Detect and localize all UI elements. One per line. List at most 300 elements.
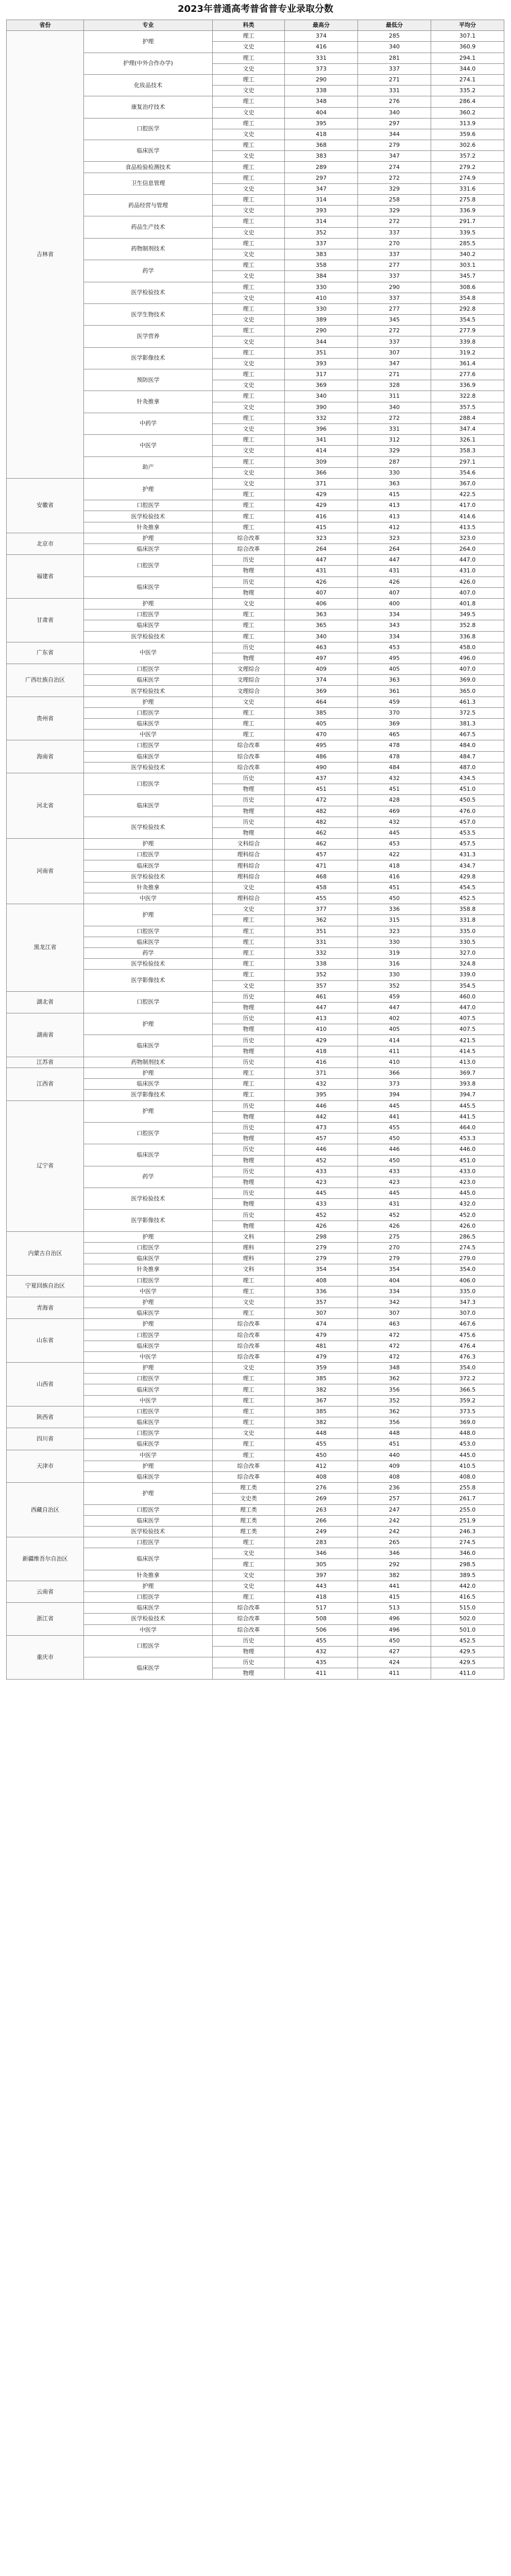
major-cell: 康复治疗技术 xyxy=(84,96,213,118)
subject-cell: 综合改革 xyxy=(213,1614,285,1624)
major-cell: 护理 xyxy=(84,1013,213,1035)
major-cell: 护理 xyxy=(84,1483,213,1504)
min-score-cell: 277 xyxy=(358,260,431,271)
max-score-cell: 452 xyxy=(285,1210,358,1221)
min-score-cell: 405 xyxy=(358,1024,431,1035)
avg-score-cell: 410.5 xyxy=(431,1461,504,1471)
max-score-cell: 435 xyxy=(285,1657,358,1668)
max-score-cell: 309 xyxy=(285,456,358,467)
max-score-cell: 332 xyxy=(285,413,358,423)
min-score-cell: 472 xyxy=(358,1330,431,1341)
min-score-cell: 281 xyxy=(358,53,431,63)
max-score-cell: 445 xyxy=(285,1188,358,1199)
major-cell: 针灸推拿 xyxy=(84,391,213,413)
major-cell: 中医学 xyxy=(84,1450,213,1461)
min-score-cell: 448 xyxy=(358,1428,431,1439)
avg-score-cell: 292.8 xyxy=(431,303,504,314)
min-score-cell: 334 xyxy=(358,631,431,642)
avg-score-cell: 369.0 xyxy=(431,675,504,686)
subject-cell: 物理 xyxy=(213,1221,285,1231)
major-cell: 口腔医学 xyxy=(84,555,213,577)
province-cell: 甘肃省 xyxy=(7,598,84,642)
max-score-cell: 410 xyxy=(285,1024,358,1035)
max-score-cell: 416 xyxy=(285,511,358,522)
subject-cell: 物理 xyxy=(213,1046,285,1057)
min-score-cell: 407 xyxy=(358,587,431,598)
table-row xyxy=(7,1483,504,1494)
table-row xyxy=(7,1406,504,1417)
min-score-cell: 447 xyxy=(358,1002,431,1013)
table-row xyxy=(7,1428,504,1439)
avg-score-cell: 307.1 xyxy=(431,31,504,42)
max-score-cell: 442 xyxy=(285,1111,358,1122)
major-cell: 临床医学 xyxy=(84,1079,213,1090)
subject-cell: 文理综合 xyxy=(213,664,285,675)
major-cell: 预防医学 xyxy=(84,369,213,391)
major-cell: 针灸推拿 xyxy=(84,522,213,533)
subject-cell: 历史 xyxy=(213,1657,285,1668)
avg-score-cell: 460.0 xyxy=(431,991,504,1002)
major-cell: 护理 xyxy=(84,1581,213,1591)
max-score-cell: 481 xyxy=(285,1341,358,1351)
avg-score-cell: 373.5 xyxy=(431,1406,504,1417)
avg-score-cell: 339.8 xyxy=(431,336,504,347)
avg-score-cell: 285.5 xyxy=(431,238,504,249)
max-score-cell: 455 xyxy=(285,1635,358,1646)
major-cell: 药物制剂技术 xyxy=(84,1057,213,1067)
avg-score-cell: 476.0 xyxy=(431,806,504,817)
min-score-cell: 352 xyxy=(358,1395,431,1406)
subject-cell: 历史 xyxy=(213,773,285,784)
max-score-cell: 289 xyxy=(285,162,358,173)
header-max-score: 最高分 xyxy=(285,20,358,31)
major-cell: 中医学 xyxy=(84,1286,213,1297)
avg-score-cell: 476.4 xyxy=(431,1341,504,1351)
subject-cell: 理工 xyxy=(213,173,285,183)
subject-cell: 理工 xyxy=(213,1308,285,1319)
subject-cell: 理工 xyxy=(213,238,285,249)
max-score-cell: 464 xyxy=(285,697,358,707)
subject-cell: 历史 xyxy=(213,1035,285,1046)
max-score-cell: 341 xyxy=(285,435,358,446)
avg-score-cell: 274.1 xyxy=(431,74,504,85)
avg-score-cell: 330.5 xyxy=(431,937,504,947)
major-cell: 临床医学 xyxy=(84,1439,213,1450)
min-score-cell: 453 xyxy=(358,839,431,850)
subject-cell: 理工 xyxy=(213,1406,285,1417)
min-score-cell: 265 xyxy=(358,1537,431,1548)
min-score-cell: 337 xyxy=(358,293,431,303)
subject-cell: 历史 xyxy=(213,1188,285,1199)
avg-score-cell: 349.5 xyxy=(431,609,504,620)
subject-cell: 物理 xyxy=(213,1646,285,1657)
max-score-cell: 474 xyxy=(285,1319,358,1330)
table-row xyxy=(7,664,504,675)
major-cell: 医学检验技术 xyxy=(84,1526,213,1537)
major-cell: 临床医学 xyxy=(84,1417,213,1428)
subject-cell: 理工 xyxy=(213,260,285,271)
max-score-cell: 390 xyxy=(285,402,358,413)
avg-score-cell: 432.0 xyxy=(431,1199,504,1210)
min-score-cell: 447 xyxy=(358,555,431,566)
avg-score-cell: 361.4 xyxy=(431,358,504,369)
major-cell: 口腔医学 xyxy=(84,118,213,140)
table-row xyxy=(7,740,504,751)
avg-score-cell: 357.2 xyxy=(431,151,504,162)
min-score-cell: 409 xyxy=(358,1461,431,1471)
avg-score-cell: 441.5 xyxy=(431,1111,504,1122)
subject-cell: 文史 xyxy=(213,271,285,282)
table-row xyxy=(7,1057,504,1067)
subject-cell: 理工 xyxy=(213,369,285,380)
subject-cell: 理工 xyxy=(213,195,285,206)
max-score-cell: 249 xyxy=(285,1526,358,1537)
min-score-cell: 459 xyxy=(358,991,431,1002)
avg-score-cell: 452.5 xyxy=(431,1635,504,1646)
subject-cell: 综合改革 xyxy=(213,533,285,544)
subject-cell: 理工 xyxy=(213,730,285,740)
avg-score-cell: 457.5 xyxy=(431,839,504,850)
province-cell: 宁夏回族自治区 xyxy=(7,1275,84,1297)
subject-cell: 理工类 xyxy=(213,1515,285,1526)
major-cell: 医学检验技术 xyxy=(84,686,213,697)
min-score-cell: 465 xyxy=(358,730,431,740)
subject-cell: 理工 xyxy=(213,915,285,926)
subject-cell: 综合改革 xyxy=(213,1624,285,1635)
table-row xyxy=(7,1275,504,1286)
subject-cell: 理工 xyxy=(213,1275,285,1286)
subject-cell: 文史 xyxy=(213,1428,285,1439)
major-cell: 临床医学 xyxy=(84,620,213,631)
table-row xyxy=(7,697,504,707)
avg-score-cell: 264.0 xyxy=(431,544,504,555)
subject-cell: 综合改革 xyxy=(213,1351,285,1362)
min-score-cell: 366 xyxy=(358,1068,431,1079)
max-score-cell: 470 xyxy=(285,730,358,740)
major-cell: 临床医学 xyxy=(84,1308,213,1319)
max-score-cell: 297 xyxy=(285,173,358,183)
max-score-cell: 490 xyxy=(285,762,358,773)
subject-cell: 物理 xyxy=(213,587,285,598)
min-score-cell: 316 xyxy=(358,959,431,970)
avg-score-cell: 327.0 xyxy=(431,947,504,958)
major-cell: 药学 xyxy=(84,260,213,282)
avg-score-cell: 442.0 xyxy=(431,1581,504,1591)
min-score-cell: 363 xyxy=(358,478,431,489)
major-cell: 临床医学 xyxy=(84,1035,213,1057)
max-score-cell: 450 xyxy=(285,1450,358,1461)
subject-cell: 物理 xyxy=(213,784,285,795)
min-score-cell: 340 xyxy=(358,402,431,413)
major-cell: 临床医学 xyxy=(84,1384,213,1395)
province-cell: 山西省 xyxy=(7,1363,84,1406)
subject-cell: 理科 xyxy=(213,1243,285,1253)
avg-score-cell: 487.0 xyxy=(431,762,504,773)
min-score-cell: 272 xyxy=(358,216,431,227)
avg-score-cell: 275.8 xyxy=(431,195,504,206)
subject-cell: 历史 xyxy=(213,817,285,827)
subject-cell: 物理 xyxy=(213,1668,285,1679)
max-score-cell: 317 xyxy=(285,369,358,380)
avg-score-cell: 336.9 xyxy=(431,206,504,216)
min-score-cell: 431 xyxy=(358,566,431,577)
subject-cell: 文史类 xyxy=(213,1494,285,1504)
max-score-cell: 429 xyxy=(285,500,358,511)
avg-score-cell: 322.8 xyxy=(431,391,504,402)
max-score-cell: 307 xyxy=(285,1308,358,1319)
subject-cell: 文史 xyxy=(213,293,285,303)
major-cell: 医学影像技术 xyxy=(84,1090,213,1100)
min-score-cell: 405 xyxy=(358,664,431,675)
min-score-cell: 337 xyxy=(358,63,431,74)
min-score-cell: 347 xyxy=(358,358,431,369)
major-cell: 口腔医学 xyxy=(84,1122,213,1144)
subject-cell: 物理 xyxy=(213,827,285,838)
avg-score-cell: 345.7 xyxy=(431,271,504,282)
min-score-cell: 279 xyxy=(358,140,431,151)
avg-score-cell: 339.5 xyxy=(431,227,504,238)
max-score-cell: 471 xyxy=(285,860,358,871)
subject-cell: 文科 xyxy=(213,1264,285,1275)
major-cell: 临床医学 xyxy=(84,675,213,686)
province-cell: 新疆维吾尔自治区 xyxy=(7,1537,84,1581)
major-cell: 临床医学 xyxy=(84,1548,213,1570)
min-score-cell: 328 xyxy=(358,380,431,391)
avg-score-cell: 246.3 xyxy=(431,1526,504,1537)
major-cell: 中医学 xyxy=(84,1624,213,1635)
max-score-cell: 416 xyxy=(285,1057,358,1067)
avg-score-cell: 414.5 xyxy=(431,1046,504,1057)
avg-score-cell: 422.5 xyxy=(431,489,504,500)
min-score-cell: 427 xyxy=(358,1646,431,1657)
subject-cell: 理工 xyxy=(213,74,285,85)
subject-cell: 历史 xyxy=(213,795,285,806)
avg-score-cell: 354.8 xyxy=(431,293,504,303)
max-score-cell: 338 xyxy=(285,86,358,96)
major-cell: 针灸推拿 xyxy=(84,882,213,893)
max-score-cell: 366 xyxy=(285,467,358,478)
subject-cell: 物理 xyxy=(213,1199,285,1210)
major-cell: 医学生物技术 xyxy=(84,303,213,325)
subject-cell: 综合改革 xyxy=(213,544,285,555)
major-cell: 药品经营与管理 xyxy=(84,195,213,216)
major-cell: 医学检验技术 xyxy=(84,959,213,970)
major-cell: 医学检验技术 xyxy=(84,1614,213,1624)
subject-cell: 文史 xyxy=(213,380,285,391)
subject-cell: 物理 xyxy=(213,1024,285,1035)
avg-score-cell: 464.0 xyxy=(431,1122,504,1133)
avg-score-cell: 394.7 xyxy=(431,1090,504,1100)
major-cell: 医学影像技术 xyxy=(84,1210,213,1231)
subject-cell: 理工 xyxy=(213,435,285,446)
subject-cell: 理工 xyxy=(213,53,285,63)
province-cell: 天津市 xyxy=(7,1450,84,1483)
province-cell: 河南省 xyxy=(7,839,84,904)
min-score-cell: 450 xyxy=(358,893,431,904)
major-cell: 临床医学 xyxy=(84,1253,213,1264)
province-cell: 云南省 xyxy=(7,1581,84,1602)
min-score-cell: 404 xyxy=(358,1275,431,1286)
subject-cell: 综合改革 xyxy=(213,1319,285,1330)
min-score-cell: 445 xyxy=(358,1188,431,1199)
avg-score-cell: 359.2 xyxy=(431,1395,504,1406)
avg-score-cell: 433.0 xyxy=(431,1166,504,1177)
max-score-cell: 340 xyxy=(285,391,358,402)
max-score-cell: 352 xyxy=(285,227,358,238)
max-score-cell: 385 xyxy=(285,707,358,718)
avg-score-cell: 458.0 xyxy=(431,642,504,653)
min-score-cell: 422 xyxy=(358,850,431,860)
avg-score-cell: 431.3 xyxy=(431,850,504,860)
subject-cell: 理工类 xyxy=(213,1483,285,1494)
max-score-cell: 479 xyxy=(285,1351,358,1362)
min-score-cell: 361 xyxy=(358,686,431,697)
min-score-cell: 236 xyxy=(358,1483,431,1494)
subject-cell: 历史 xyxy=(213,555,285,566)
min-score-cell: 242 xyxy=(358,1526,431,1537)
min-score-cell: 334 xyxy=(358,609,431,620)
avg-score-cell: 407.5 xyxy=(431,1024,504,1035)
max-score-cell: 263 xyxy=(285,1504,358,1515)
max-score-cell: 462 xyxy=(285,827,358,838)
admission-scores-table xyxy=(6,20,504,1680)
subject-cell: 理工 xyxy=(213,303,285,314)
min-score-cell: 402 xyxy=(358,1013,431,1024)
avg-score-cell: 447.0 xyxy=(431,555,504,566)
avg-score-cell: 367.0 xyxy=(431,478,504,489)
subject-cell: 历史 xyxy=(213,1057,285,1067)
min-score-cell: 329 xyxy=(358,183,431,194)
min-score-cell: 343 xyxy=(358,620,431,631)
subject-cell: 物理 xyxy=(213,653,285,664)
major-cell: 医学检验技术 xyxy=(84,762,213,773)
max-score-cell: 508 xyxy=(285,1614,358,1624)
avg-score-cell: 484.0 xyxy=(431,740,504,751)
min-score-cell: 356 xyxy=(358,1384,431,1395)
subject-cell: 综合改革 xyxy=(213,762,285,773)
max-score-cell: 382 xyxy=(285,1384,358,1395)
min-score-cell: 337 xyxy=(358,336,431,347)
min-score-cell: 336 xyxy=(358,904,431,915)
avg-score-cell: 429.5 xyxy=(431,1657,504,1668)
major-cell: 口腔医学 xyxy=(84,773,213,794)
province-cell: 浙江省 xyxy=(7,1603,84,1636)
major-cell: 护理 xyxy=(84,598,213,609)
table-row xyxy=(7,533,504,544)
avg-score-cell: 434.7 xyxy=(431,860,504,871)
province-cell: 吉林省 xyxy=(7,31,84,479)
major-cell: 医学检验技术 xyxy=(84,511,213,522)
min-score-cell: 495 xyxy=(358,653,431,664)
max-score-cell: 414 xyxy=(285,446,358,456)
subject-cell: 文史 xyxy=(213,227,285,238)
min-score-cell: 330 xyxy=(358,970,431,980)
subject-cell: 理工 xyxy=(213,522,285,533)
subject-cell: 理工 xyxy=(213,1079,285,1090)
major-cell: 中医学 xyxy=(84,730,213,740)
avg-score-cell: 307.0 xyxy=(431,1308,504,1319)
min-score-cell: 315 xyxy=(358,915,431,926)
province-cell: 江西省 xyxy=(7,1068,84,1101)
max-score-cell: 340 xyxy=(285,631,358,642)
min-score-cell: 323 xyxy=(358,926,431,937)
min-score-cell: 472 xyxy=(358,1351,431,1362)
subject-cell: 理科综合 xyxy=(213,871,285,882)
max-score-cell: 457 xyxy=(285,850,358,860)
subject-cell: 理工 xyxy=(213,937,285,947)
avg-score-cell: 286.4 xyxy=(431,96,504,107)
min-score-cell: 472 xyxy=(358,1341,431,1351)
province-cell: 重庆市 xyxy=(7,1635,84,1679)
subject-cell: 理工 xyxy=(213,1592,285,1603)
major-cell: 护理 xyxy=(84,1231,213,1242)
major-cell: 口腔医学 xyxy=(84,926,213,937)
major-cell: 临床医学 xyxy=(84,937,213,947)
subject-cell: 理工 xyxy=(213,140,285,151)
major-cell: 口腔医学 xyxy=(84,1537,213,1548)
min-score-cell: 272 xyxy=(358,413,431,423)
major-cell: 口腔医学 xyxy=(84,1592,213,1603)
avg-score-cell: 354.5 xyxy=(431,980,504,991)
avg-score-cell: 277.9 xyxy=(431,326,504,336)
min-score-cell: 319 xyxy=(358,947,431,958)
max-score-cell: 447 xyxy=(285,1002,358,1013)
max-score-cell: 352 xyxy=(285,970,358,980)
subject-cell: 文史 xyxy=(213,1581,285,1591)
min-score-cell: 287 xyxy=(358,456,431,467)
subject-cell: 文史 xyxy=(213,697,285,707)
min-score-cell: 478 xyxy=(358,751,431,762)
header-major: 专业 xyxy=(84,20,213,31)
max-score-cell: 395 xyxy=(285,1090,358,1100)
min-score-cell: 354 xyxy=(358,1264,431,1275)
subject-cell: 理工 xyxy=(213,511,285,522)
max-score-cell: 446 xyxy=(285,1100,358,1111)
max-score-cell: 517 xyxy=(285,1603,358,1614)
subject-cell: 文史 xyxy=(213,315,285,326)
max-score-cell: 461 xyxy=(285,991,358,1002)
major-cell: 临床医学 xyxy=(84,140,213,162)
table-row xyxy=(7,1450,504,1461)
subject-cell: 综合改革 xyxy=(213,1603,285,1614)
major-cell: 临床医学 xyxy=(84,1603,213,1614)
avg-score-cell: 291.7 xyxy=(431,216,504,227)
subject-cell: 物理 xyxy=(213,1155,285,1166)
avg-score-cell: 452.0 xyxy=(431,1210,504,1221)
max-score-cell: 468 xyxy=(285,871,358,882)
avg-score-cell: 401.8 xyxy=(431,598,504,609)
avg-score-cell: 302.6 xyxy=(431,140,504,151)
avg-score-cell: 288.4 xyxy=(431,413,504,423)
province-cell: 湖南省 xyxy=(7,1013,84,1057)
max-score-cell: 298 xyxy=(285,1231,358,1242)
max-score-cell: 408 xyxy=(285,1471,358,1482)
subject-cell: 文史 xyxy=(213,206,285,216)
avg-score-cell: 336.8 xyxy=(431,631,504,642)
avg-score-cell: 261.7 xyxy=(431,1494,504,1504)
subject-cell: 文史 xyxy=(213,63,285,74)
subject-cell: 理科综合 xyxy=(213,860,285,871)
min-score-cell: 346 xyxy=(358,1548,431,1559)
avg-score-cell: 319.2 xyxy=(431,347,504,358)
table-row xyxy=(7,1603,504,1614)
subject-cell: 理工 xyxy=(213,970,285,980)
major-cell: 针灸推拿 xyxy=(84,1264,213,1275)
subject-cell: 文科综合 xyxy=(213,839,285,850)
avg-score-cell: 448.0 xyxy=(431,1428,504,1439)
subject-cell: 历史 xyxy=(213,1210,285,1221)
avg-score-cell: 279.0 xyxy=(431,1253,504,1264)
